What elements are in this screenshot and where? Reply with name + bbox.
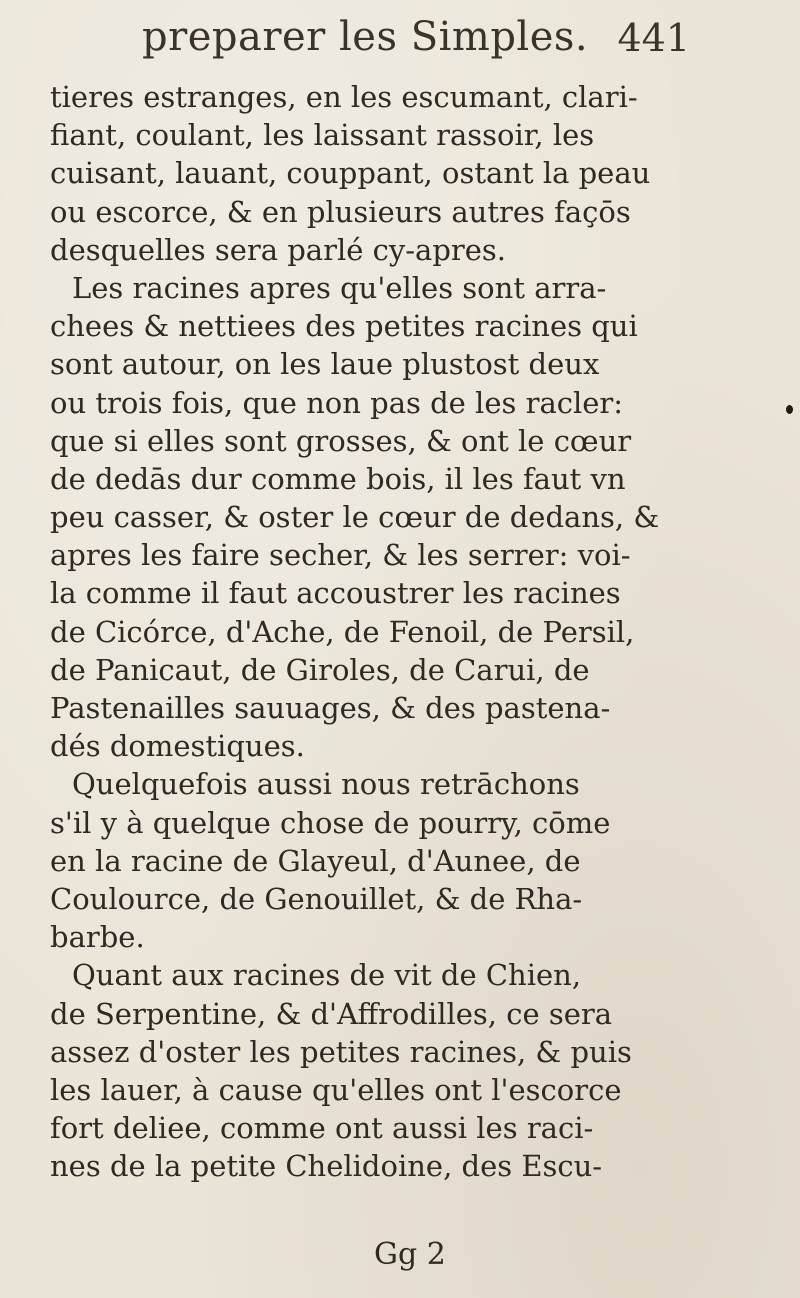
text-line: desquelles sera parlé cy-apres. bbox=[50, 232, 507, 267]
text-line: de Cicórce, d'Ache, de Fenoil, de Persil, bbox=[50, 614, 635, 649]
text-line: la comme il faut accoustrer les racines bbox=[50, 576, 621, 611]
text-line: cuisant, lauant, couppant, ostant la peau bbox=[50, 156, 651, 191]
text-line: en la racine de Glayeul, d'Aunee, de bbox=[50, 843, 581, 878]
body-text bbox=[50, 78, 772, 1185]
paragraph-start-line: Quant aux racines de vit de Chien, bbox=[72, 958, 582, 993]
text-line: les lauer, à cause qu'elles ont l'escorce bbox=[50, 1072, 622, 1107]
text-line: barbe. bbox=[50, 920, 145, 955]
text-line: de Serpentine, & d'Affrodilles, ce sera bbox=[50, 996, 613, 1031]
text-line: assez d'oster les petites racines, & puis bbox=[50, 1034, 632, 1069]
ink-spot bbox=[786, 405, 793, 414]
text-line: ou escorce, & en plusieurs autres façōs bbox=[50, 194, 631, 229]
text-line: tieres estranges, en les escumant, clari- bbox=[50, 80, 638, 114]
text-line: apres les faire secher, & les serrer: voi- bbox=[50, 538, 631, 573]
text-line: fiant, coulant, les laissant rassoir, les bbox=[50, 118, 595, 153]
text-line: Pastenailles sauuages, & des pastena- bbox=[50, 691, 611, 725]
text-line: sont autour, on les laue plustost deux bbox=[50, 347, 600, 382]
text-line: nes de la petite Chelidoine, des Escu- bbox=[50, 1149, 603, 1184]
text-line: ou trois fois, que non pas de les racler: bbox=[50, 385, 624, 420]
running-head: preparer les Simples. bbox=[142, 14, 589, 60]
paragraph-start-line: Les racines apres qu'elles sont arra- bbox=[72, 270, 607, 305]
text-line: de Panicaut, de Giroles, de Carui, de bbox=[50, 652, 590, 687]
text-line: dés domestiques. bbox=[50, 729, 305, 764]
text-line: s'il y à quelque chose de pourry, cōme bbox=[50, 805, 611, 840]
signature-mark: Gg 2 bbox=[374, 1237, 446, 1272]
page-header bbox=[130, 14, 690, 70]
text-line: peu casser, & oster le cœur de dedans, & bbox=[50, 500, 660, 535]
text-line: Coulource, de Genouillet, & de Rha- bbox=[50, 881, 583, 916]
page-number: 441 bbox=[617, 16, 690, 60]
paragraph-start-line: Quelquefois aussi nous retrāchons bbox=[72, 767, 580, 802]
text-line: de dedās dur comme bois, il les faut vn bbox=[50, 461, 626, 496]
text-line: chees & nettiees des petites racines qui bbox=[50, 309, 638, 344]
text-line: que si elles sont grosses, & ont le cœur bbox=[50, 423, 632, 458]
text-line: fort deliee, comme ont aussi les raci- bbox=[50, 1111, 594, 1146]
